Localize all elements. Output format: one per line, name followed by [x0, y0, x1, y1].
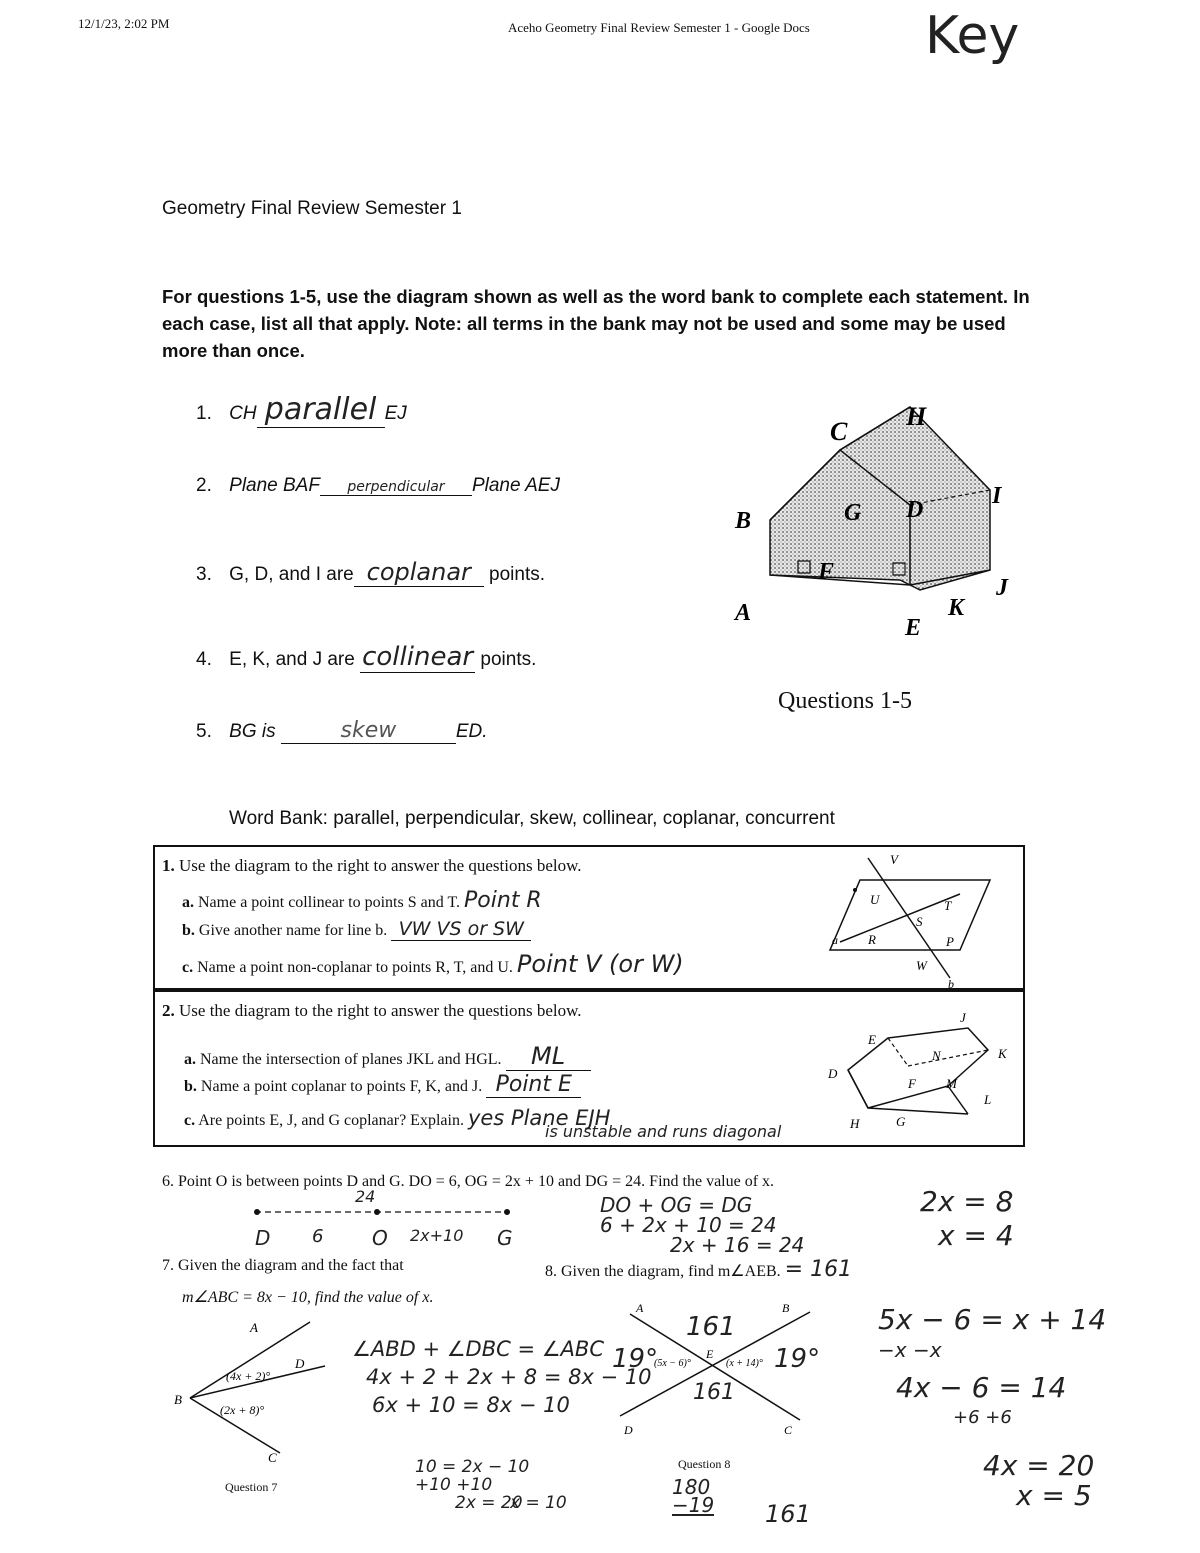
q8-bottom-work [672, 1475, 715, 1517]
q8-mark-bottom: 161 [693, 1380, 735, 1405]
q7-work-line-4: 10 = 2x − 10 [415, 1457, 530, 1477]
plane-line-diagram [820, 850, 1010, 990]
box2-number: 2. [162, 1001, 175, 1020]
label-a7: A [250, 1320, 258, 1335]
label-h2: H [850, 1116, 860, 1131]
box1-number: 1. [162, 856, 175, 875]
label-j2: J [960, 1010, 966, 1025]
q4-answer: collinear [360, 642, 475, 673]
q8-work-line-4: +6 +6 [953, 1407, 1012, 1428]
q1-number: 1. [196, 403, 212, 424]
label-w: W [916, 958, 927, 973]
q5-left: BG is [229, 721, 276, 742]
box2-a-answer: ML [506, 1042, 591, 1071]
label-u: U [870, 892, 880, 907]
line-a [840, 894, 960, 942]
segment-label-d: D [255, 1226, 271, 1250]
instructions: For questions 1-5, use the diagram shown as well as the word bank to complete each statement. In each case, list all that apply. Note: all terms in the bank may not be used and some may be used more than once. [162, 286, 1030, 361]
box2-c-text: Are points E, J, and G coplanar? Explain. [198, 1112, 464, 1129]
q6-result-1: 2x = 8 [920, 1185, 1014, 1218]
label-d: D [906, 497, 924, 523]
box2-a-text: Name the intersection of planes JKL and HGL. [200, 1051, 502, 1068]
q8-bottom-result: 161 [765, 1500, 811, 1528]
label-p: P [946, 934, 954, 949]
label-b7: B [174, 1392, 182, 1407]
box2-b-text: Name a point coplanar to points F, K, and J. [200, 1078, 483, 1095]
angle-label-x14: (x + 14)° [726, 1358, 763, 1369]
question-8-prompt: 8. Given the diagram, find m∠AEB. [545, 1263, 781, 1280]
q3-answer: coplanar [354, 558, 484, 587]
q1-right: EJ [384, 403, 407, 424]
label-c8: C [784, 1423, 793, 1437]
page-title: Geometry Final Review Semester 1 [162, 198, 462, 219]
question-3 [196, 558, 545, 587]
q4-number: 4. [196, 649, 212, 670]
q7-work-bottom [415, 1458, 567, 1512]
q5-answer: skew [281, 718, 456, 744]
box2-c-answer-continued: is unstable and runs diagonal [545, 1122, 782, 1141]
box1-b-label: b. [182, 922, 195, 939]
label-h: H [906, 402, 927, 431]
segment-total: 24 [355, 1187, 376, 1206]
q2-answer: perpendicular [320, 479, 472, 496]
figure-caption: Questions 1-5 [778, 688, 912, 714]
box1-part-b [182, 918, 531, 941]
q2-right: Plane AEJ [471, 475, 560, 496]
box-prism-diagram [820, 1008, 1010, 1138]
box1-part-a [182, 888, 542, 913]
label-n2: N [932, 1048, 941, 1063]
print-timestamp: 12/1/23, 2:02 PM [78, 16, 170, 31]
prism2-edge-3 [868, 1108, 968, 1114]
q8-work-line-6: x = 5 [1016, 1479, 1092, 1512]
label-i: I [992, 483, 1002, 509]
label-d7: D [295, 1356, 305, 1371]
prism2-edge-1 [848, 1070, 868, 1108]
label-a: A [735, 600, 752, 626]
box1-b-text: Give another name for line b. [198, 922, 388, 939]
box2-prompt [162, 1001, 582, 1021]
q6-work [600, 1195, 804, 1255]
box1-prompt [162, 856, 582, 876]
question-1 [196, 392, 407, 428]
box2-a-label: a. [184, 1051, 196, 1068]
q2-number: 2. [196, 475, 212, 496]
box1-a-answer: Point R [464, 888, 542, 913]
box2-part-a [184, 1042, 591, 1071]
answer-key-mark: Key [925, 6, 1020, 66]
box1-part-c [182, 950, 684, 978]
q8-work-line-5: 4x = 20 [983, 1449, 1095, 1482]
segment-label-o: O [372, 1226, 388, 1250]
label-b8: B [782, 1301, 790, 1315]
box1-a-label: a. [182, 894, 194, 911]
word-bank: Word Bank: parallel, perpendicular, skew, collinear, coplanar, concurrent [229, 808, 835, 829]
q8-mark-top: 161 [686, 1312, 736, 1342]
angle-label-2x8: (2x + 8)° [220, 1403, 265, 1417]
label-b: B [735, 508, 752, 534]
point-g [504, 1209, 510, 1215]
q8-work [878, 1305, 1108, 1511]
point-u [853, 888, 857, 892]
q6-work-line-3: 2x + 16 = 24 [670, 1233, 805, 1257]
point-d [254, 1209, 260, 1215]
segment-label-g: G [497, 1226, 513, 1250]
label-g: G [844, 500, 862, 526]
label-v: V [890, 852, 898, 867]
q4-right: points. [480, 649, 537, 670]
box1-c-answer: Point V (or W) [516, 950, 684, 978]
question-8-text [545, 1257, 852, 1282]
label-c: C [830, 417, 848, 446]
question-7-caption: Question 7 [225, 1480, 278, 1494]
label-a8: A [636, 1301, 644, 1315]
q7-work-line-2: 4x + 2 + 2x + 8 = 8x − 10 [366, 1365, 652, 1389]
prism-diagram [730, 395, 1030, 695]
box2-c-label: c. [184, 1112, 196, 1129]
label-l2: L [984, 1092, 992, 1107]
label-e8: E [706, 1347, 714, 1361]
box2-b-answer: Point E [486, 1072, 581, 1098]
q5-number: 5. [196, 721, 212, 742]
box1-b-answer: VW VS or SW [391, 918, 531, 941]
box1-a-text: Name a point collinear to points S and T. [198, 894, 461, 911]
q8-bottom-180: 180 [672, 1475, 711, 1499]
q8-work-line-2: −x −x [878, 1338, 942, 1362]
document-title: Aceho Geometry Final Review Semester 1 - Google Docs [508, 20, 810, 35]
question-8-caption: Question 8 [678, 1457, 731, 1471]
q3-left: G, D, and I are [229, 564, 354, 585]
q8-work-line-3: 4x − 6 = 14 [896, 1371, 1067, 1404]
label-k2: K [998, 1046, 1007, 1061]
question-2 [196, 475, 560, 497]
label-r: R [868, 932, 876, 947]
q7-work-line-6: 2x = 20 [455, 1493, 523, 1513]
label-s: S [916, 914, 923, 929]
q7-work-line-7: x = 10 [510, 1493, 567, 1513]
q8-work-line-1: 5x − 6 = x + 14 [878, 1303, 1107, 1336]
q7-work-line-5: +10 +10 [415, 1475, 493, 1495]
q6-work-line-2: 6 + 2x + 10 = 24 [600, 1213, 777, 1237]
box2-c-answer: yes Plane EJH [467, 1106, 611, 1130]
q8-mark-left: 19° [612, 1344, 659, 1374]
label-k: K [948, 595, 965, 621]
q1-answer: parallel [257, 392, 385, 428]
q8-mark-right: 19° [774, 1344, 821, 1374]
box2-prompt-text: Use the diagram to the right to answer the questions below. [179, 1001, 582, 1020]
q6-result-2: x = 4 [938, 1219, 1014, 1252]
box2-b-label: b. [184, 1078, 197, 1095]
box1-c-label: c. [182, 959, 194, 976]
angle-label-4x2: (4x + 2)° [226, 1369, 271, 1383]
q3-number: 3. [196, 564, 212, 585]
label-a-line: a [832, 933, 838, 947]
q7-work-line-3: 6x + 10 = 8x − 10 [372, 1393, 570, 1417]
question-7-text-2: m∠ABC = 8x − 10, find the value of x. [182, 1289, 434, 1306]
question-7-text: 7. Given the diagram and the fact that [162, 1257, 404, 1274]
q6-result [920, 1185, 1014, 1253]
segment-label-og: 2x+10 [410, 1226, 464, 1245]
prism2-hidden-1 [888, 1038, 908, 1066]
question-5-display [196, 718, 488, 744]
q6-work-line-1: DO + OG = DG [600, 1193, 753, 1217]
prism-body [770, 407, 990, 590]
label-c7: C [268, 1450, 277, 1465]
q8-bottom-19: −19 [672, 1493, 715, 1517]
question-6-text: 6. Point O is between points D and G. DO = 6, OG = 2x + 10 and DG = 24. Find the value of x. [162, 1173, 775, 1190]
label-b-line: b [948, 977, 954, 990]
question-4-visible-text [196, 642, 536, 673]
label-j: J [996, 575, 1008, 601]
q1-left: CH [229, 403, 257, 424]
label-e: E [905, 615, 922, 641]
label-e2: E [868, 1032, 876, 1047]
line-b [868, 858, 950, 978]
q3-right: points. [489, 564, 546, 585]
question-8-answer: = 161 [784, 1257, 853, 1282]
label-m2: M [946, 1076, 957, 1091]
label-d8: D [624, 1423, 633, 1437]
box2-part-b [184, 1072, 581, 1098]
box1-prompt-text: Use the diagram to the right to answer the questions below. [179, 856, 582, 875]
angle-diagram-7 [170, 1318, 330, 1468]
segment-label-6: 6 [312, 1226, 324, 1247]
label-g2: G [896, 1114, 906, 1129]
label-t: T [944, 898, 952, 913]
label-f2: F [908, 1076, 916, 1091]
q7-work-line-1: ∠ABD + ∠DBC = ∠ABC [352, 1337, 604, 1361]
q4-left: E, K, and J are [229, 649, 355, 670]
prism2-hidden-2 [908, 1050, 988, 1066]
label-d2: D [828, 1066, 838, 1081]
box1-c-text: Name a point non-coplanar to points R, T, and U. [197, 959, 513, 976]
point-o [374, 1209, 380, 1215]
angle-label-5x6: (5x − 6)° [654, 1358, 691, 1369]
q5-right: ED. [455, 721, 488, 742]
q2-left: Plane BAF [229, 475, 320, 496]
label-f: F [818, 559, 835, 585]
